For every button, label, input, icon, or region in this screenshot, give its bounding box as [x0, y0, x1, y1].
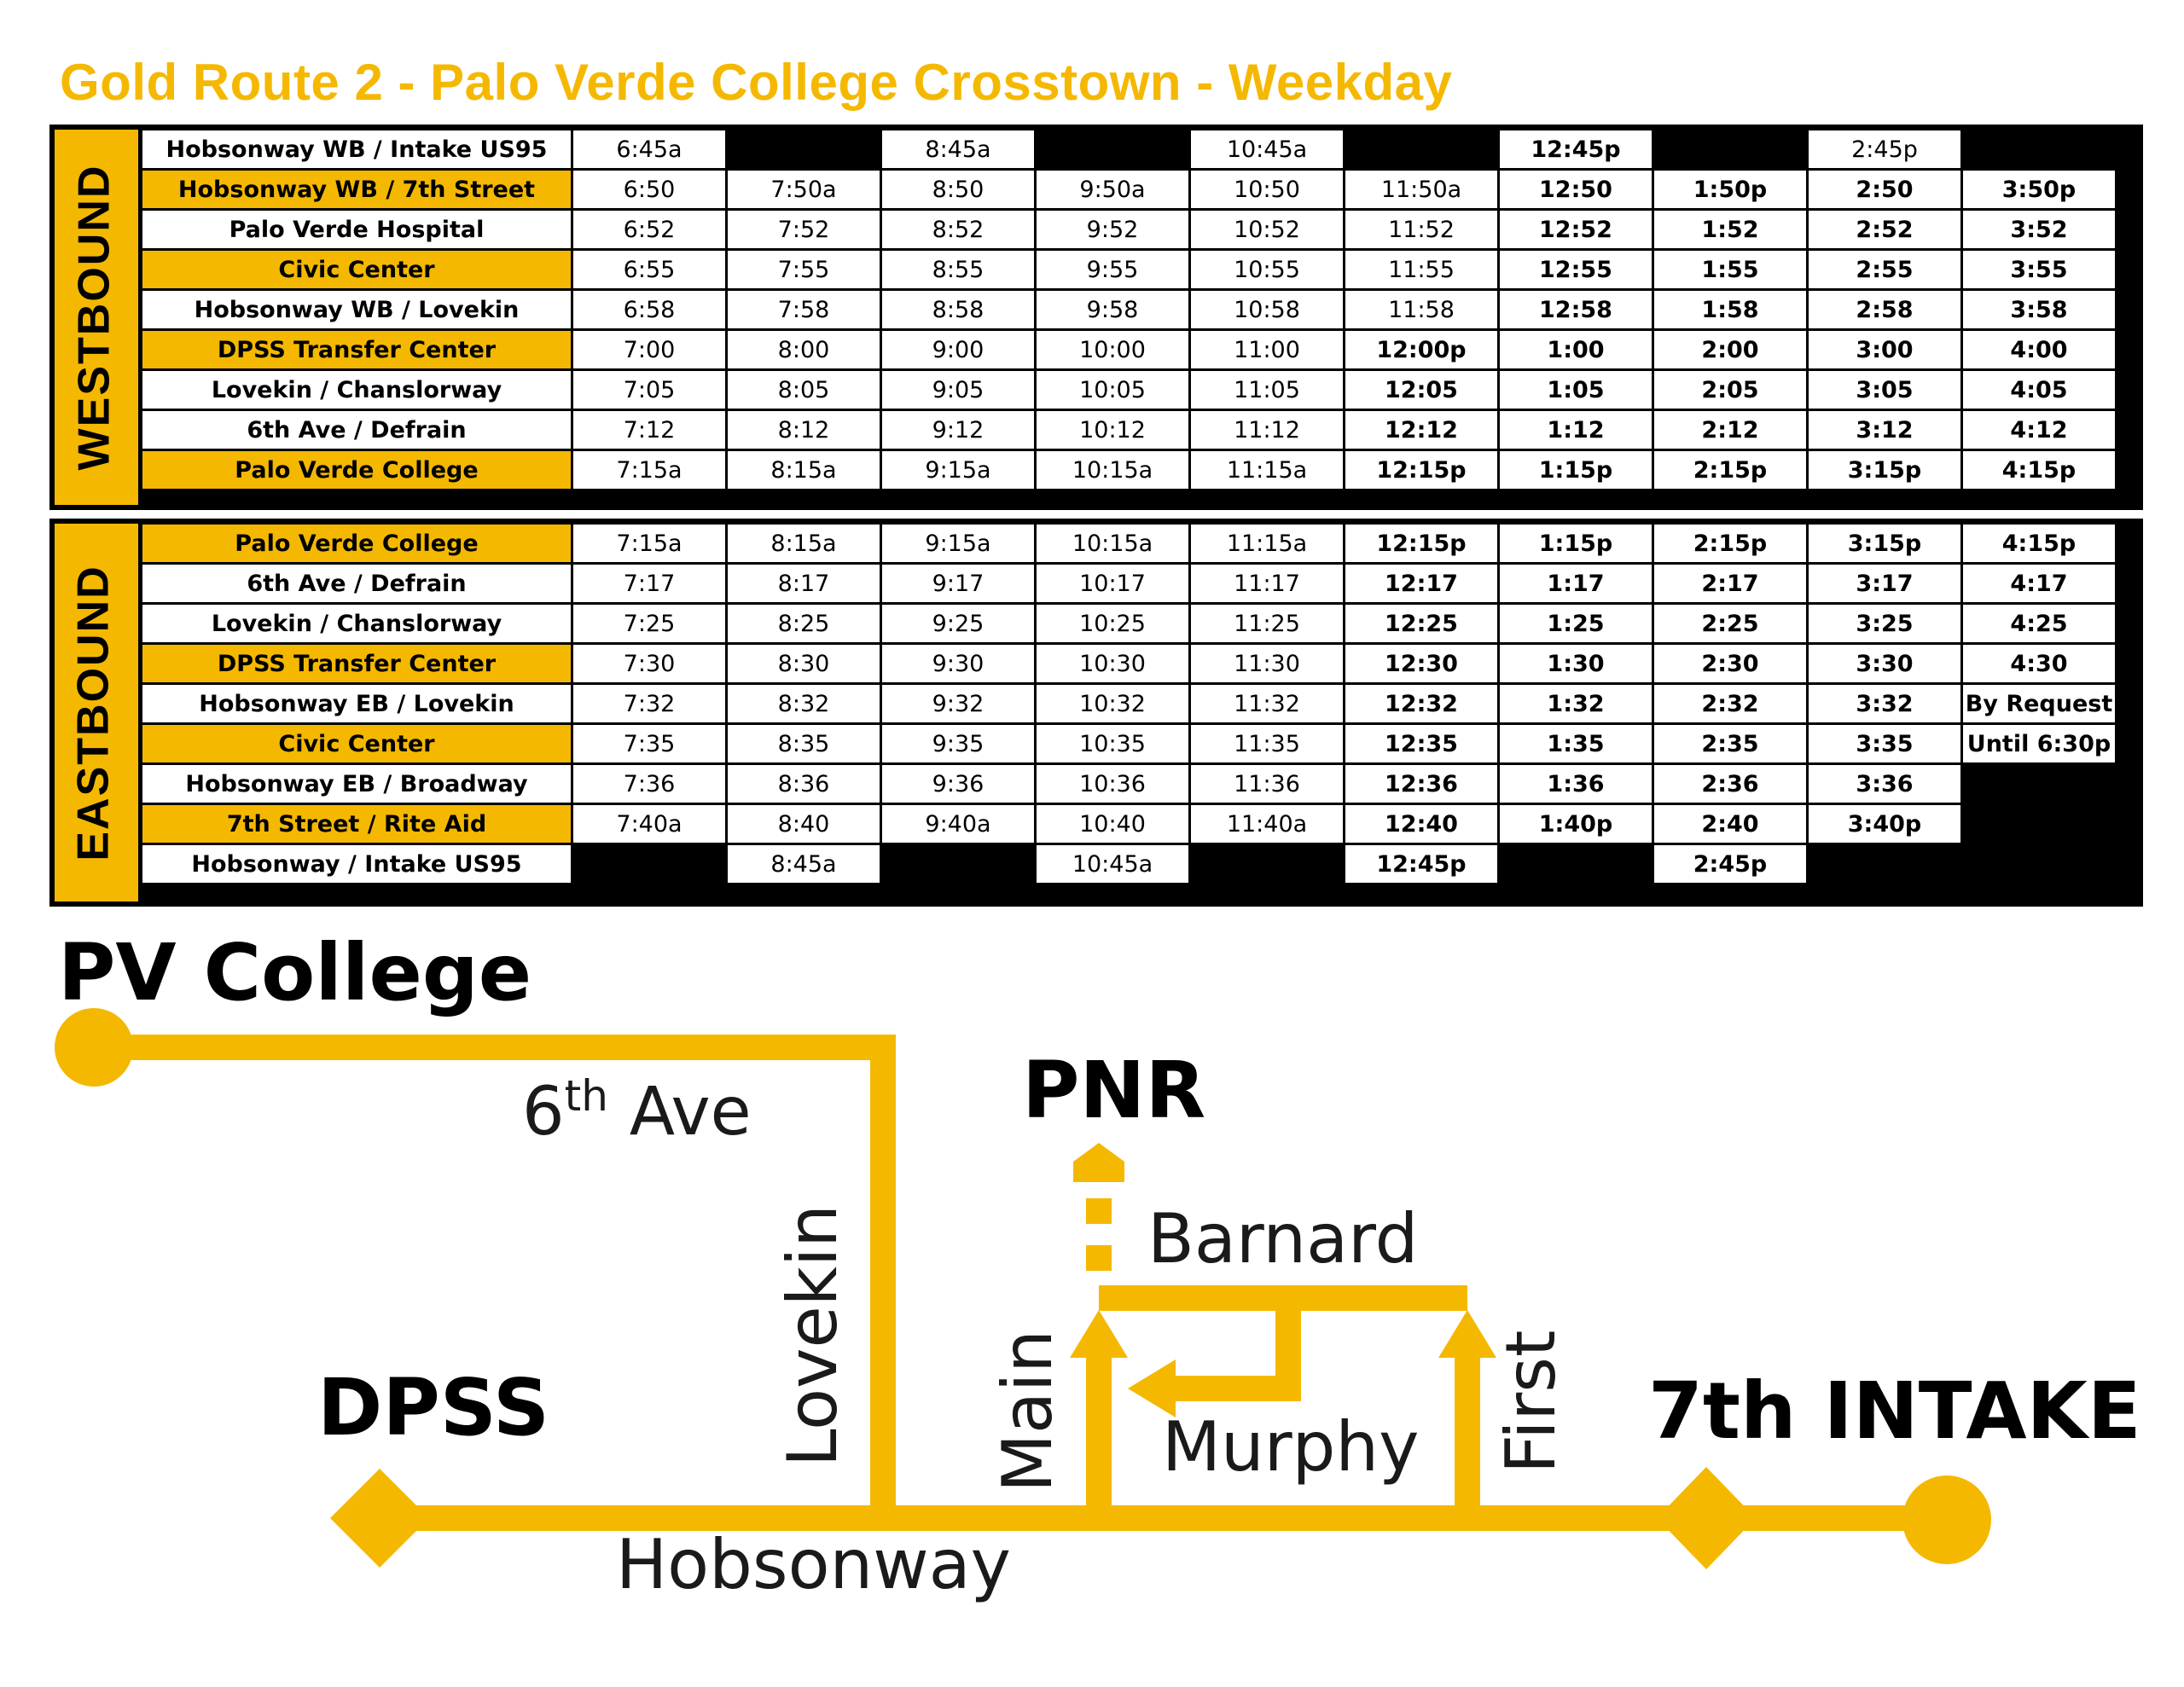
no-service-cell: [1963, 130, 2115, 168]
time-cell: 9:12: [882, 411, 1034, 449]
time-cell: 6:50: [573, 171, 725, 208]
stop-name: Lovekin / Chanslorway: [142, 371, 571, 409]
time-cell: 9:36: [882, 765, 1034, 803]
time-cell: 1:17: [1500, 565, 1652, 602]
time-cell: 8:55: [882, 251, 1034, 288]
time-cell: 10:45a: [1191, 130, 1343, 168]
time-cell: 11:36: [1191, 765, 1343, 803]
time-cell: 2:05: [1654, 371, 1806, 409]
time-cell: 8:36: [728, 765, 880, 803]
time-cell: 2:15p: [1654, 525, 1806, 562]
table-row: [142, 605, 2115, 642]
time-cell: 1:00: [1500, 331, 1652, 368]
time-cell: 3:05: [1809, 371, 1960, 409]
time-cell: 7:40a: [573, 805, 725, 843]
time-cell: 4:05: [1963, 371, 2115, 409]
barnard-label: Barnard: [1147, 1199, 1419, 1278]
time-cell: 3:17: [1809, 565, 1960, 602]
time-cell: 10:45a: [1037, 845, 1188, 883]
table-row: [142, 765, 2115, 803]
table-row: [142, 451, 2115, 489]
time-cell: 8:25: [728, 605, 880, 642]
table-row: [142, 130, 2115, 168]
time-cell: 2:45p: [1654, 845, 1806, 883]
time-cell: 2:17: [1654, 565, 1806, 602]
stop-name: Hobsonway WB / Intake US95: [142, 130, 571, 168]
time-cell: 12:58: [1500, 291, 1652, 328]
no-service-cell: [1809, 845, 1960, 883]
eastbound-table: [140, 522, 2117, 885]
time-cell: 1:32: [1500, 685, 1652, 722]
table-row: [142, 725, 2115, 762]
no-service-cell: [1654, 130, 1806, 168]
time-cell: 7:25: [573, 605, 725, 642]
time-cell: 2:52: [1809, 211, 1960, 248]
time-cell: 11:52: [1345, 211, 1497, 248]
time-cell: 10:40: [1037, 805, 1188, 843]
time-cell: 12:17: [1345, 565, 1497, 602]
time-cell: 9:25: [882, 605, 1034, 642]
stop-name: Hobsonway WB / Lovekin: [142, 291, 571, 328]
pnr-arrow-icon: [1073, 1143, 1124, 1182]
time-cell: 2:30: [1654, 645, 1806, 682]
no-service-cell: [1191, 845, 1343, 883]
stop-name: DPSS Transfer Center: [142, 331, 571, 368]
stop-name: Hobsonway EB / Lovekin: [142, 685, 571, 722]
time-cell: 2:50: [1809, 171, 1960, 208]
time-cell: 12:35: [1345, 725, 1497, 762]
time-cell: By Request: [1963, 685, 2115, 722]
lovekin-label: Lovekin: [773, 1204, 852, 1467]
time-cell: 3:40p: [1809, 805, 1960, 843]
no-service-cell: [1963, 805, 2115, 843]
time-cell: 9:30: [882, 645, 1034, 682]
time-cell: 10:00: [1037, 331, 1188, 368]
time-cell: 4:25: [1963, 605, 2115, 642]
time-cell: 8:15a: [728, 451, 880, 489]
time-cell: 9:55: [1037, 251, 1188, 288]
time-cell: 12:55: [1500, 251, 1652, 288]
time-cell: 11:30: [1191, 645, 1343, 682]
stop-name: 7th Street / Rite Aid: [142, 805, 571, 843]
sixth-ave-label: 6th Ave: [522, 1071, 752, 1151]
time-cell: 9:32: [882, 685, 1034, 722]
dpss-diamond-icon: [330, 1469, 429, 1568]
time-cell: 1:30: [1500, 645, 1652, 682]
time-cell: 11:00: [1191, 331, 1343, 368]
time-cell: 2:00: [1654, 331, 1806, 368]
time-cell: Until 6:30p: [1963, 725, 2115, 762]
intake-diamond-icon: [1657, 1467, 1756, 1569]
pv-college-terminal-icon: [55, 1008, 133, 1087]
time-cell: 7:12: [573, 411, 725, 449]
time-cell: 7:15a: [573, 451, 725, 489]
time-cell: 7:35: [573, 725, 725, 762]
time-cell: 1:52: [1654, 211, 1806, 248]
time-cell: 12:00p: [1345, 331, 1497, 368]
time-cell: 8:50: [882, 171, 1034, 208]
table-row: [142, 805, 2115, 843]
table-row: [142, 845, 2115, 883]
time-cell: 10:25: [1037, 605, 1188, 642]
time-cell: 3:58: [1963, 291, 2115, 328]
first-label: First: [1491, 1330, 1571, 1474]
time-cell: 10:15a: [1037, 451, 1188, 489]
stop-name: Hobsonway / Intake US95: [142, 845, 571, 883]
time-cell: 3:15p: [1809, 525, 1960, 562]
time-cell: 2:58: [1809, 291, 1960, 328]
time-cell: 8:40: [728, 805, 880, 843]
eastbound-label: EASTBOUND: [69, 564, 119, 861]
time-cell: 8:45a: [882, 130, 1034, 168]
time-cell: 10:12: [1037, 411, 1188, 449]
time-cell: 12:25: [1345, 605, 1497, 642]
no-service-cell: [728, 130, 880, 168]
time-cell: 2:40: [1654, 805, 1806, 843]
stop-name: Civic Center: [142, 251, 571, 288]
time-cell: 9:15a: [882, 451, 1034, 489]
first-arrow-icon: [1438, 1310, 1496, 1358]
time-cell: 11:17: [1191, 565, 1343, 602]
dpss-label: DPSS: [317, 1362, 550, 1453]
table-row: [142, 411, 2115, 449]
table-row: [142, 525, 2115, 562]
table-row: [142, 331, 2115, 368]
time-cell: 1:25: [1500, 605, 1652, 642]
time-cell: 12:52: [1500, 211, 1652, 248]
time-cell: 9:15a: [882, 525, 1034, 562]
time-cell: 7:55: [728, 251, 880, 288]
time-cell: 11:32: [1191, 685, 1343, 722]
time-cell: 2:15p: [1654, 451, 1806, 489]
time-cell: 7:05: [573, 371, 725, 409]
time-cell: 10:05: [1037, 371, 1188, 409]
time-cell: 9:58: [1037, 291, 1188, 328]
time-cell: 10:32: [1037, 685, 1188, 722]
time-cell: 7:30: [573, 645, 725, 682]
pnr-label: PNR: [1022, 1045, 1206, 1136]
time-cell: 10:35: [1037, 725, 1188, 762]
time-cell: 2:45p: [1809, 130, 1960, 168]
time-cell: 9:05: [882, 371, 1034, 409]
time-cell: 11:55: [1345, 251, 1497, 288]
time-cell: 1:55: [1654, 251, 1806, 288]
stop-name: DPSS Transfer Center: [142, 645, 571, 682]
time-cell: 4:30: [1963, 645, 2115, 682]
time-cell: 10:30: [1037, 645, 1188, 682]
westbound-table: [140, 128, 2117, 491]
no-service-cell: [882, 845, 1034, 883]
time-cell: 11:12: [1191, 411, 1343, 449]
time-cell: 7:52: [728, 211, 880, 248]
table-row: [142, 211, 2115, 248]
time-cell: 1:15p: [1500, 525, 1652, 562]
time-cell: 10:17: [1037, 565, 1188, 602]
time-cell: 8:32: [728, 685, 880, 722]
table-row: [142, 565, 2115, 602]
time-cell: 9:35: [882, 725, 1034, 762]
time-cell: 1:40p: [1500, 805, 1652, 843]
time-cell: 11:15a: [1191, 451, 1343, 489]
time-cell: 8:15a: [728, 525, 880, 562]
time-cell: 6:58: [573, 291, 725, 328]
time-cell: 2:12: [1654, 411, 1806, 449]
time-cell: 11:40a: [1191, 805, 1343, 843]
time-cell: 11:15a: [1191, 525, 1343, 562]
time-cell: 8:35: [728, 725, 880, 762]
time-cell: 7:36: [573, 765, 725, 803]
time-cell: 10:55: [1191, 251, 1343, 288]
time-cell: 12:45p: [1345, 845, 1497, 883]
time-cell: 8:58: [882, 291, 1034, 328]
time-cell: 12:32: [1345, 685, 1497, 722]
time-cell: 3:00: [1809, 331, 1960, 368]
time-cell: 9:00: [882, 331, 1034, 368]
time-cell: 2:36: [1654, 765, 1806, 803]
time-cell: 8:12: [728, 411, 880, 449]
intake-terminal-icon: [1902, 1475, 1991, 1564]
time-cell: 4:15p: [1963, 525, 2115, 562]
stop-name: Palo Verde College: [142, 451, 571, 489]
time-cell: 12:45p: [1500, 130, 1652, 168]
westbound-label: WESTBOUND: [69, 164, 119, 471]
stop-name: Hobsonway WB / 7th Street: [142, 171, 571, 208]
time-cell: 1:36: [1500, 765, 1652, 803]
time-cell: 10:58: [1191, 291, 1343, 328]
time-cell: 8:52: [882, 211, 1034, 248]
time-cell: 4:12: [1963, 411, 2115, 449]
time-cell: 12:05: [1345, 371, 1497, 409]
route-map: [0, 904, 2184, 1687]
time-cell: 3:25: [1809, 605, 1960, 642]
main-label: Main: [988, 1330, 1067, 1493]
time-cell: 1:58: [1654, 291, 1806, 328]
time-cell: 10:52: [1191, 211, 1343, 248]
time-cell: 3:36: [1809, 765, 1960, 803]
table-row: [142, 685, 2115, 722]
table-row: [142, 291, 2115, 328]
stop-name: 6th Ave / Defrain: [142, 565, 571, 602]
main-arrow-icon: [1070, 1310, 1128, 1358]
time-cell: 12:15p: [1345, 451, 1497, 489]
eastbound-block: [49, 519, 2143, 907]
time-cell: 11:50a: [1345, 171, 1497, 208]
stop-name: Civic Center: [142, 725, 571, 762]
time-cell: 2:55: [1809, 251, 1960, 288]
time-cell: 3:50p: [1963, 171, 2115, 208]
time-cell: 12:36: [1345, 765, 1497, 803]
time-cell: 3:55: [1963, 251, 2115, 288]
time-cell: 1:35: [1500, 725, 1652, 762]
time-cell: 12:40: [1345, 805, 1497, 843]
time-cell: 9:17: [882, 565, 1034, 602]
time-cell: 3:32: [1809, 685, 1960, 722]
time-cell: 11:25: [1191, 605, 1343, 642]
time-cell: 7:00: [573, 331, 725, 368]
time-cell: 3:15p: [1809, 451, 1960, 489]
table-row: [142, 645, 2115, 682]
time-cell: 3:12: [1809, 411, 1960, 449]
no-service-cell: [1037, 130, 1188, 168]
time-cell: 9:52: [1037, 211, 1188, 248]
time-cell: 9:50a: [1037, 171, 1188, 208]
no-service-cell: [1963, 845, 2115, 883]
table-row: [142, 251, 2115, 288]
time-cell: 8:17: [728, 565, 880, 602]
time-cell: 1:15p: [1500, 451, 1652, 489]
time-cell: 8:30: [728, 645, 880, 682]
no-service-cell: [1963, 765, 2115, 803]
time-cell: 1:12: [1500, 411, 1652, 449]
westbound-block: [49, 125, 2143, 510]
time-cell: 12:12: [1345, 411, 1497, 449]
time-cell: 8:05: [728, 371, 880, 409]
time-cell: 11:35: [1191, 725, 1343, 762]
time-cell: 12:15p: [1345, 525, 1497, 562]
time-cell: 10:36: [1037, 765, 1188, 803]
time-cell: 9:40a: [882, 805, 1034, 843]
stop-name: Palo Verde College: [142, 525, 571, 562]
time-cell: 2:35: [1654, 725, 1806, 762]
murphy-label: Murphy: [1162, 1407, 1420, 1487]
time-cell: 2:25: [1654, 605, 1806, 642]
time-cell: 10:15a: [1037, 525, 1188, 562]
time-cell: 12:50: [1500, 171, 1652, 208]
time-cell: 7:58: [728, 291, 880, 328]
no-service-cell: [1500, 845, 1652, 883]
time-cell: 11:58: [1345, 291, 1497, 328]
stop-name: 6th Ave / Defrain: [142, 411, 571, 449]
time-cell: 3:35: [1809, 725, 1960, 762]
stop-name: Palo Verde Hospital: [142, 211, 571, 248]
time-cell: 7:32: [573, 685, 725, 722]
time-cell: 11:05: [1191, 371, 1343, 409]
no-service-cell: [573, 845, 725, 883]
pv-college-label: PV College: [58, 927, 532, 1018]
time-cell: 7:15a: [573, 525, 725, 562]
time-cell: 6:52: [573, 211, 725, 248]
time-cell: 6:45a: [573, 130, 725, 168]
time-cell: 6:55: [573, 251, 725, 288]
time-cell: 7:50a: [728, 171, 880, 208]
time-cell: 4:15p: [1963, 451, 2115, 489]
time-cell: 8:00: [728, 331, 880, 368]
stop-name: Lovekin / Chanslorway: [142, 605, 571, 642]
time-cell: 2:32: [1654, 685, 1806, 722]
time-cell: 7:17: [573, 565, 725, 602]
time-cell: 8:45a: [728, 845, 880, 883]
time-cell: 3:52: [1963, 211, 2115, 248]
time-cell: 4:17: [1963, 565, 2115, 602]
table-row: [142, 371, 2115, 409]
seventh-intake-label: 7th INTAKE: [1648, 1365, 2141, 1457]
time-cell: 10:50: [1191, 171, 1343, 208]
time-cell: 3:30: [1809, 645, 1960, 682]
page-title: Gold Route 2 - Palo Verde College Crosstown - Weekday: [60, 54, 1453, 111]
hobsonway-label: Hobsonway: [616, 1525, 1012, 1604]
no-service-cell: [1345, 130, 1497, 168]
time-cell: 1:50p: [1654, 171, 1806, 208]
table-row: [142, 171, 2115, 208]
time-cell: 4:00: [1963, 331, 2115, 368]
stop-name: Hobsonway EB / Broadway: [142, 765, 571, 803]
time-cell: 1:05: [1500, 371, 1652, 409]
route-line-murphy-loop: [1160, 1298, 1288, 1388]
time-cell: 12:30: [1345, 645, 1497, 682]
